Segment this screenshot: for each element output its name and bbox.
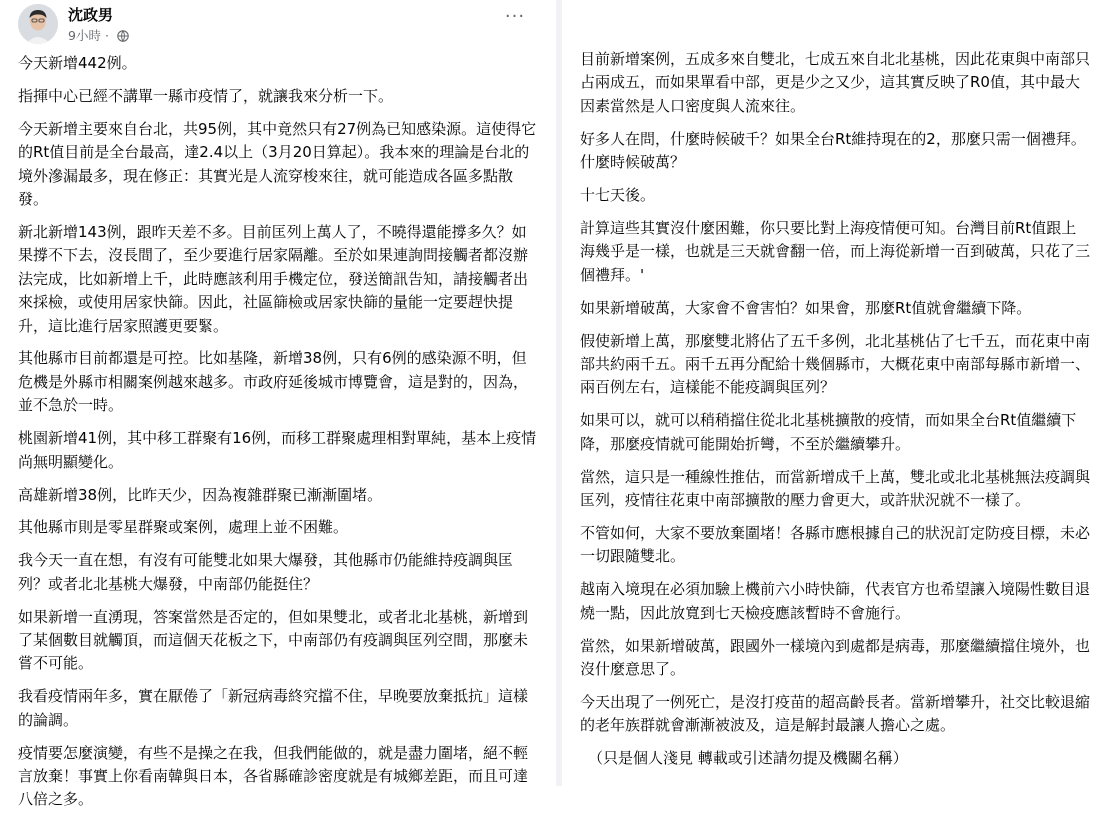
avatar-photo <box>18 4 58 44</box>
post-time[interactable]: 9小時 <box>68 28 101 43</box>
post-meta <box>68 26 129 45</box>
post-paragraph: 好多人在問，什麼時候破千？如果全台Rt維持現在的2，那麼只需一個禮拜。什麼時候破萬？ <box>580 129 1086 172</box>
post-body-right <box>580 48 1090 780</box>
post-paragraph: 指揮中心已經不講單一縣市疫情了，就讓我來分析一下。 <box>18 86 394 105</box>
post-paragraph: 今天新增442例。 <box>18 54 137 72</box>
post-paragraph: 我看疫情兩年多，實在厭倦了「新冠病毒終究擋不住，早晚要放棄抵抗」這樣的論調。 <box>18 687 529 729</box>
more-options-icon[interactable]: ··· <box>504 6 526 27</box>
post-column-left <box>0 0 552 809</box>
post-paragraph: 如果可以，就可以稍稍擋住從北北基桃擴散的疫情，而如果全台Rt值繼續下降，那麼疫情就可能開始折彎，不至於繼續攀升。 <box>580 411 1077 453</box>
post-paragraph: 不管如何，大家不要放棄圍堵！各縣市應根據自己的狀況訂定防疫目標，未必一切跟隨雙北。 <box>580 523 1091 566</box>
post-paragraph: 目前新增案例，五成多來自雙北，七成五來自北北基桃，因此花東與中南部只占兩成五，而如果單看中部，更是少之又少，這其實反映了R0值，其中最大因素當然是人口密度與人流來往。 <box>580 50 1091 115</box>
post-paragraph: 當然，這只是一種線性推估，而當新增成千上萬，雙北或北北基桃無法疫調與匡列，疫情往花東中南部擴散的壓力會更大，或許狀況就不一樣了。 <box>580 467 1091 509</box>
post-paragraph: 今天出現了一例死亡，是沒打疫苗的超高齡長者。當新增攀升，社交比較退縮的老年族群就會漸漸被波及，這是解封最讓人擔心之處。 <box>580 692 1091 735</box>
meta-separator: · <box>104 28 109 43</box>
post-column-right <box>566 0 1116 786</box>
post-paragraph: 十七天後。 <box>580 186 656 205</box>
post-paragraph: 當然，如果新增破萬，跟國外一樣境內到處都是病毒，那麼繼續擋住境外，也沒什麼意思了。 <box>580 636 1091 678</box>
post-paragraph: 我今天一直在想，有沒有可能雙北如果大爆發，其他縣市仍能維持疫調與匡列？或者北北基桃大爆發，中南部仍能挺住？ <box>18 551 514 593</box>
post-paragraph: 計算這些其實沒什麼困難，你只要比對上海疫情便可知。台灣目前Rt值跟上海幾乎是一樣，也就是三天就會翻一倍，而上海從新增一百到破萬，只花了三個禮拜。' <box>580 218 1091 284</box>
post-paragraph: 新北新增143例，跟昨天差不多。目前匡列上萬人了，不曉得還能撐多久？如果撐不下去，沒長間了，至少要進行居家隔離。至於如果連詢問接觸者都沒辦法完成，比如新增上千，此時應該利用手機定位，發送簡訊告知，請接觸者出來採檢，或使用居家快篩。因此，社區篩檢或居家快篩的量能一定要趕快提升，這比進行居家照護更要緊。 <box>18 222 529 335</box>
column-divider <box>556 0 562 786</box>
post-paragraph: 如果新增一直湧現，答案當然是否定的，但如果雙北，或者北北基桃，新增到了某個數目就觸頂，而這個天花板之下，中南部仍有疫調與匡列空間，那麼未嘗不可能。 <box>18 607 529 673</box>
post-paragraph: 高雄新增38例，比昨天少，因為複雜群聚已漸漸圍堵。 <box>18 485 383 504</box>
post-paragraph: 桃園新增41例，其中移工群聚有16例，而移工群聚處理相對單純，基本上疫情尚無明顯變化。 <box>18 429 537 471</box>
post-paragraph: 越南入境現在必須加驗上機前六小時快篩，代表官方也希望讓入境陽性數目退燒一點，因此放寬到七天檢疫應該暫時不會施行。 <box>580 580 1091 622</box>
post-paragraph: 假使新增上萬，那麼雙北將佔了五千多例，北北基桃佔了七千五，而花東中南部共約兩千五。兩千五再分配給十幾個縣市，大概花東中南部每縣市新增一、兩百例左右，這樣能不能疫調與匡列？ <box>580 331 1091 397</box>
post-paragraph: 疫情要怎麼演變，有些不是操之在我，但我們能做的，就是盡力圍堵，絕不輕言放棄！事實上你看南韓與日本，各省縣確診密度就是有城鄉差距，而且可達八倍之多。 <box>18 743 529 809</box>
post-paragraph: 今天新增主要來自台北，共95例，其中竟然只有27例為已知感染源。這使得它的Rt值目前是全台最高，達2.4以上（3月20日算起）。我本來的理論是台北的境外滲漏最多，現在修正：其實光是人流穿梭來往，就可能造成各區多點散發。 <box>18 119 537 209</box>
post-body-left <box>18 52 538 821</box>
post-disclaimer: （只是個人淺見 轉載或引述請勿提及機關名稱） <box>588 749 908 768</box>
author-avatar[interactable] <box>18 4 58 44</box>
author-name[interactable]: 沈政男 <box>68 6 114 24</box>
post-paragraph: 其他縣市則是零星群聚或案例，處理上並不困難。 <box>18 518 349 537</box>
globe-icon[interactable] <box>117 30 129 45</box>
post-header <box>18 4 538 44</box>
post-paragraph: 其他縣市目前都還是可控。比如基隆，新增38例，只有6例的感染源不明，但危機是外縣市相關案例越來越多。市政府延後城市博覽會，這是對的，因為，並不急於一時。 <box>18 349 529 415</box>
post-paragraph: 如果新增破萬，大家會不會害怕？如果會，那麼Rt值就會繼續下降。 <box>580 298 1032 317</box>
